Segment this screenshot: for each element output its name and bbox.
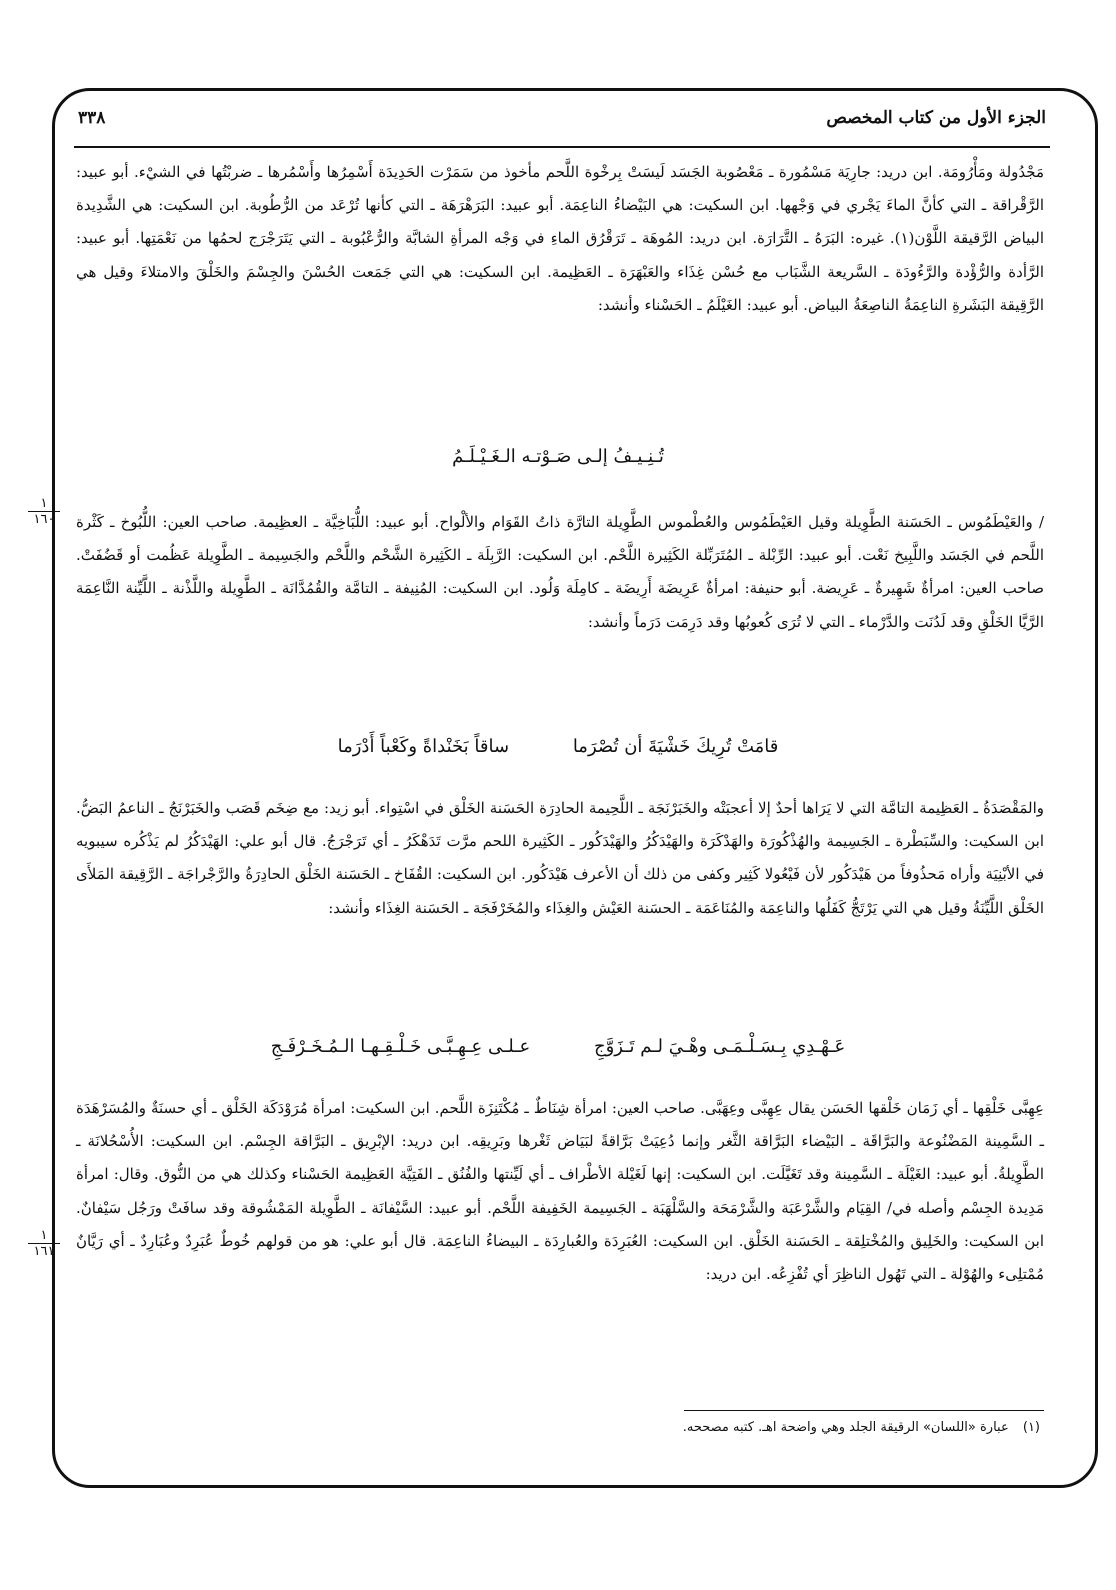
margin-page-ref-1: [28, 496, 60, 527]
paragraph-4: عِهِبَّى خَلْقِها ـ أي زَمَان خَلْقها الحَسَن يقال عِهِبَّى وعِهَبَّى. صاحب العين: امرأة شِنَاطٌ ـ مُكْتَنِزَة اللَّحم. ابن السكيت: امرأة مُرَوْدَكَة الخَلْق ـ أي حسنَةٌ والمُسَرْهَدَة ـ السَّمِينة المَضْنُوعة والبَرَّاقَة ـ البَيْضاء البَرَّاقة الثَّغر وإنما دُعِيَتْ بَرَّاقةً لبَيَاض ثَغْرها وبَرِيقِه. ابن دريد: الإبْرِيق ـ البَرَّاقة الجِسْم. ابن السكيت: الأُسْحُلانَة ـ الطَّوِيلةُ. أبو عبيد: الغَيْلَة ـ السَّمِينة وقد تَغَيَّلَت. ابن السكيت: إنها لَغَيْلة الأطْراف ـ أي لَيِّنتها والفُنُق ـ الفَتِيَّة العَظِيمة الحَسْناء وكذلك هي من النُّوق. وقال: امرأة مَدِيدة الجِسْم وأصله في/ القِيَام والشَّرْعَبَة والشَّرْمَحَة والسَّلْهَبَة ـ الجَسِيمة الخَفِيفة اللَّحْم. أبو عبيد: السَّيْفانَة ـ الطَّوِيلة المَمْشُوقة وقد سافَتْ ورَجُل سَيْفانٌ. ابن السكيت: والخَلِيق والمُخْتلِقة ـ الحَسَنة الخَلْق. ابن السكيت: العُبَرِدَة والعُبارِدَة ـ البيضاءُ الناعِمَة. قال أبو علي: هو من قولهم خُوطٌ عُبَرِدٌ وعُبَارِدٌ ـ أي رَيَّانٌ مُمْتلِىء والهُوْلة ـ التي تَهُول الناظِرَ أي تُفْزِعُه. ابن دريد:: [76, 1099, 1044, 1284]
margin-ref-1-volume: ١: [28, 496, 60, 512]
margin-ref-2-volume: ١: [28, 1228, 60, 1244]
margin-page-ref-2: [28, 1228, 60, 1259]
footnote-number: (١): [1022, 1420, 1040, 1435]
verse-2-hemistich-2: ساقاً بَخَنْداةً وكَعْباً أَدْرَما: [337, 736, 510, 757]
paragraph-1: مَجْدُولة ومَأْرُومَة. ابن دريد: جارِيَة مَسْمُورة ـ مَعْصُوبة الجَسَد لَيسَتْ بِرخْوة اللَّحم مأخوذ من سَمَرْت الحَدِيدَة أَسْمِرُها وأَسْمُرها ـ ضربْتُها في الشيْء. أبو عبيد: الرَّقْراقة ـ التي كأنَّ الماءَ يَجْري في وَجْهها. ابن السكيت: هي البَيْضاءُ الناعِمَة. أبو عبيد: البَرَهْرَهَة ـ التي كأنها تُرْعَد من الرُّطُوبة. ابن السكيت: هي الشَّدِيدة البياض الرَّقيقة اللَّوْن(١). غيره: البَرَهُ ـ التَّرَارَة. ابن دريد: المُوهَة ـ تَرَقْرُق الماءِ في وَجْه المرأةِ الشابَّة والرُّعْبُوبة ـ التي يَتَرَجْرَج لحمُها من نَعْمَتِها. أبو عبيد: الرَّأدة والرُّؤْدة والرَّءُودَة ـ السَّريعة الشَّبَاب مع حُسْن غِذَاء والعَبْهَرَة ـ العَظِيمة. ابن السكيت: هي التي جَمَعت الحُسْنَ والجِسْمَ والخَلْقَ والامتلاءَ وقيل هي الرَّقِيقة البَشَرةِ الناعِمَةُ الناصِعَةُ البياض. أبو عبيد: الغَيْلَمُ ـ الحَسْناء وأنشد:: [76, 163, 1044, 314]
footnote-text: عبارة «اللسان» الرقيقة الجلد وهي واضحة اهـ. كتبه مصححه.: [682, 1420, 1009, 1435]
verse-2-hemistich-1: قامَتْ تُرِيكَ خَشْيَةَ أن تُصْرَما: [572, 736, 779, 757]
footnote-divider: [684, 1410, 1044, 1411]
book-title: الجزء الأول من كتاب المخصص: [826, 108, 1046, 128]
page-number: ٣٣٨: [78, 108, 106, 128]
margin-ref-1-page: ١٦٠: [33, 512, 55, 527]
header-divider: [74, 146, 1050, 148]
verse-1-hemistich-1: تُـنِـيـفُ إلـى صَـوْتـه الـغَـيْـلَـمُ: [452, 446, 664, 467]
verse-2: [80, 736, 1036, 757]
margin-ref-2-page: ١٦١: [33, 1244, 55, 1259]
page-header: [78, 98, 1046, 138]
verse-3-hemistich-2: عـلـى عِـهِـبَّـى خَـلْـقِـهـا الـمُـخَـرْفَـجِ: [270, 1036, 531, 1057]
verse-3-hemistich-1: عَـهْـدِي بِـسَـلْـمَـى وهْـيَ لـم تَـزَوَّجِ: [594, 1036, 846, 1057]
paragraph-3: والمَقْصَدَةُ ـ العَظِيمة التامَّة التي لا يَرَاها أحدٌ إلا أعجبَتْه والخَبَرْنَجَة ـ اللَّحِيمة الحادِرَة الحَسَنة الخَلْق في اسْتِواء. أبو زيد: مع ضِخَم قَصَب والخَبَرْنَجُ ـ الناعمُ البَضُّ. ابن السكيت: والسِّبَطْرة ـ الجَسِيمة والهُذْكُورَة والهَدْكَرَة والهَيْدَكُرُ والهَيْدَكُور ـ الكَثِيرة اللحم مرَّت تَدَهْكَرُ ـ أي تَرَجْرَجُ. قال أبو علي: الهَيْدَكُرُ لم يَذْكُره سيبويه في الأبْنِيَة وأراه مَحذُوفاً من هَيْدَكُور لأن فَيْعُولا كَثِير وكفى من ذلك أن الأعرف هَيْدَكُور. ابن السكيت: القُفَاخ ـ الحَسَنة الخَلْق الحادِرَةُ والرَّجْراجَة ـ الرَّقِيقة المَلأَى الخَلْق اللَّيِّنَةُ وقيل هي التي يَرْتَجُّ كَفَلُها والناعِمَة والمُنَاعَمَة ـ الحسَنة العَيْش والغِذَاء والمُخَرْفَجَة ـ الحَسَنة الغِذَاء وأنشد:: [76, 799, 1044, 917]
footnote: [76, 1420, 1040, 1435]
verse-3: [80, 1036, 1036, 1057]
verse-1: [80, 446, 1036, 467]
paragraph-2: / والعَيْطَمُوس ـ الحَسَنة الطَّوِيلة وقيل العَيْطَمُوس والعُطْموس الطَّوِيلة التارَّة ذاتُ القَوَام والألْواح. أبو عبيد: اللُّبَاخِيَّة ـ العظِيمة. صاحب العين: اللُّبُوخ ـ كَثْرة اللَّحم في الجَسَد واللَّبِيخ نَعْت. أبو عبيد: الرِّبْلة ـ المُتَرَبِّلة الكَثِيرة اللَّحْم. ابن السكيت: الرَّبِلَة ـ الكَثِيرة الشَّحْم واللَّحْم والجَسِيمة ـ الطَّوِيلة عَظُمت أو قَضُفَتْ. صاحب العين: امرأةٌ شَهِيرةٌ ـ عَرِيضة. أبو حنيفة: امرأةٌ عَرِيضَة أَرِيضَة ـ كامِلَة وَلُود. ابن السكيت: المُنِيفة ـ التامَّة والقُمُدَّانَة ـ الطَّوِيلة واللَّذْنة ـ اللَّيِّنة النَّاعِمَة الرَّيَّا الخَلْقِ وقد لَدُنَت والدَّرْماء ـ التي لا تُرَى كُعوبُها وقد دَرِمَت دَرَماً وأنشد:: [76, 513, 1044, 631]
